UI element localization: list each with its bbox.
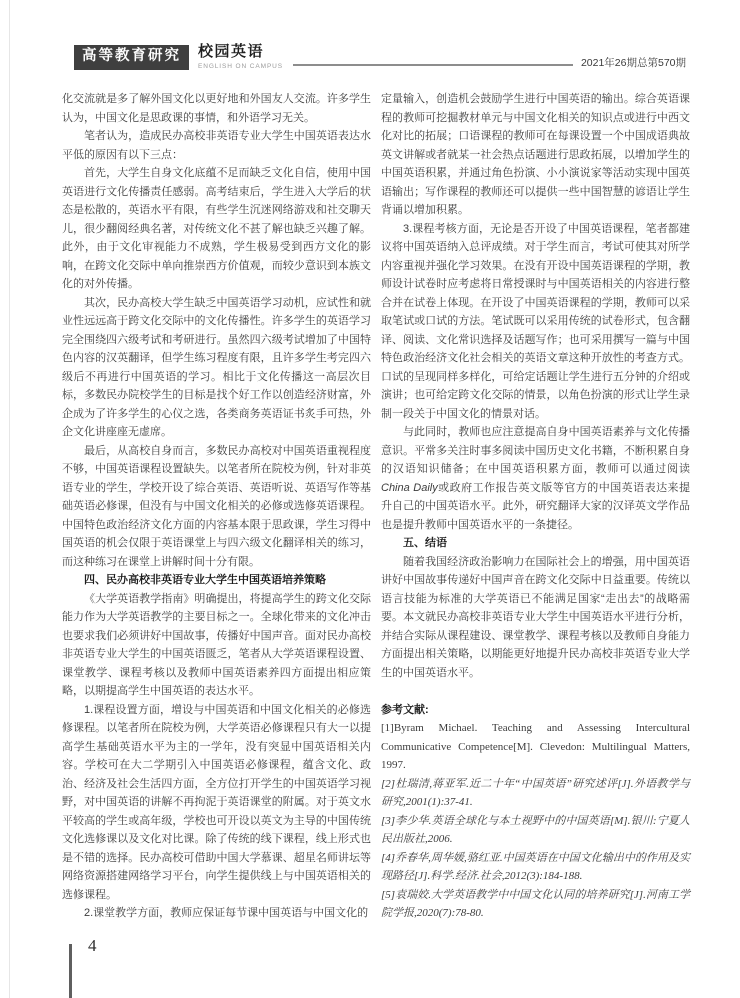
reference-item: [5]袁瑞姣.大学英语教学中中国文化认同的培养研究[J].河南工学院学报,2020(7):78-80. [381,888,690,919]
section-heading: 四、民办高校非英语专业大学生中国英语培养策略 [84,574,326,586]
paragraph: 最后，从高校自身而言，多数民办高校对中国英语重视程度不够，中国英语课程设置缺失。以笔者所在院校为例，针对非英语专业的学生，学校开设了综合英语、英语听说、英语写作等基础英语必修课，但没有与中国文化相关的必修或选修英语课程。中国特色政治经济文化方面的内容基本限于思政课，学生习得中国英语的机会仅限于英语课堂上与四六级文化翻译相关的练习，而这种练习在课堂上讲解时间十分有限。 [62,444,371,568]
italic-phrase: China Daily [381,481,438,494]
reference-item: [2]杜瑞清,蒋亚军.近二十年“中国英语”研究述评[J].外语教学与研究,2001(1):37-41. [381,777,690,808]
paragraph: 《大学英语教学指南》明确提出，将提高学生的跨文化交际能力作为大学英语教学的主要目标之一。全球化带来的文化冲击也要求我们必须讲好中国故事，传播好中国声音。面对民办高校非英语专业大学生的中国英语匮乏，笔者从大学英语课程设置、课堂教学、课程考核以及教师中国英语素养四方面提出相应策略，以期提高学生中国英语的表达水平。 [62,592,371,697]
paragraph: 2.课堂教学方面，教师应保证每节课中国英语与中国文化的 [84,907,369,919]
page-edge-line [9,0,10,998]
paragraph [381,423,690,534]
reference-item: [3]李少华.英语全球化与本土视野中的中国英语[M].银川:宁夏人民出版社,2006. [381,814,690,845]
paragraph: 随着我国经济政治影响力在国际社会上的增强，用中国英语讲好中国故事传递好中国声音在跨文化交际中日益重要。传统以语言技能为标准的大学英语已不能满足国家“走出去”的战略需要。本文就民办高校非英语专业大学生中国英语水平进行分析，并结合实际从课程建设、课堂教学、课程考核以及教师自身能力方面提出相关策略，以期能更好地提升民办高校非英语专业大学生的中国英语水平。 [381,555,690,679]
journal-title: 校园英语 [198,43,265,60]
paragraph: 3.课程考核方面，无论是否开设了中国英语课程，笔者都建议将中国英语纳入总评成绩。对于学生而言，考试可使其对所学内容重视并强化学习效果。在没有开设中国英语课程的学期，教师设计试卷时应考虑将日常授课时与中国英语相关的内容进行整合并在试卷上体现。在开设了中国英语课程的学期，教师可以采取笔试或口试的方法。笔试既可以采用传统的试卷形式，包含翻译、阅读、文化常识选择及话题写作；也可采用撰写一篇与中国特色政治经济文化社会相关的英语文章这种开放性的考查方式。口试的呈现同样多样化，可给定话题让学生进行五分钟的介绍或演讲；也可给定跨文化交际的情景，以角色扮演的形式让学生录制一段关于中国文化的情景对话。 [381,222,690,420]
issue-info: 2021年26期总第570期 [580,56,686,69]
left-column [62,90,371,923]
section-heading: 五、结语 [403,537,447,549]
page-number: 4 [88,936,97,955]
paragraph: 其次，民办高校大学生缺乏中国英语学习动机，应试性和就业性远远高于跨文化交际中的文化传播性。许多学生的英语学习完全围绕四六级考试和考研进行。虽然四六级考试增加了中国特色内容的汉英翻译，但学生练习程度有限，且许多学生考完四六级后不再进行中国英语的学习。相比于文化传播这一高层次目标，多数民办院校学生的目标是找个好工作以创造经济财富，外企成为了许多学生的心仪之选，各类商务英语证书炙手可热，外企文化讲座座无虚席。 [62,296,371,438]
text-run: 或政府工作报告英文版等官方的中国英语表达来提升自己的中国英语水平。此外，研究翻译大家的汉译英文学作品也是提升教师中国英语水平的一条捷径。 [381,481,690,531]
header-rule [293,64,573,66]
journal-section-badge: 高等教育研究 [74,45,189,69]
reference-item: [4]乔春华,周华媛,骆红亚.中国英语在中国文化输出中的作用及实现路径[J].科学.经济.社会,2012(3):184-188. [381,851,690,882]
footer-bar [69,944,72,998]
right-column [381,90,690,923]
paragraph: 化交流就是多了解外国文化以更好地和外国友人交流。许多学生认为，中国文化是思政课的事情，和外语学习无关。 [62,93,371,124]
references-title: 参考文献: [381,703,429,716]
paragraph: 定量输入，创造机会鼓励学生进行中国英语的输出。综合英语课程的教师可挖掘教材单元与中国文化相关的知识点或进行中西文化对比的拓展；口语课程的教师可在每课设置一个中国成语典故英文讲解或者就某一社会热点话题进行思政拓展，以增加学生的中国英语积累，并通过角色扮演、小小演说家等活动实现中国英语输出；写作课程的教师还可以提供一些中国智慧的谚语让学生背诵以增加积累。 [381,93,690,216]
journal-subtitle: ENGLISH ON CAMPUS [198,62,284,70]
paragraph: 1.课程设置方面，增设与中国英语和中国文化相关的必修选修课程。以笔者所在院校为例，大学英语必修课程只有大一以提高学生基础英语水平为主的一学年，没有突显中国英语相关内容。学校可在大二学期引入中国英语必修课程，蕴含文化、政治、经济及社会生活四方面，全方位打开学生的中国英语学习视野，对中国英语的讲解不再拘泥于英语课堂的附属。对于英文水平较高的学生或高年级，学校也可开设以英文为主导的中国传统文化选修课以及文化对比课。除了传统的线下课程，线上形式也是不错的选择。民办高校可借助中国大学慕课、超星名师讲坛等网络资源搭建网络学习平台，向学生提供线上与中国英语相关的选修课程。 [62,703,371,901]
paragraph: 首先，大学生自身文化底蕴不足而缺乏文化自信，使用中国英语进行文化传播责任感弱。高考结束后，学生进入大学后的状态是松散的，英语水平有限，有些学生沉迷网络游戏和社交聊天儿，很少翻阅经典名著，对传统文化不甚了解也缺乏兴趣了解。此外，由于文化审视能力不成熟，学生极易受到西方文化的影响，在跨文化交际中单向推崇西方价值观，而较少意识到本族文化的对外传播。 [62,167,371,290]
page-header [74,44,686,70]
paragraph: 笔者认为，造成民办高校非英语专业大学生中国英语表达水平低的原因有以下三点： [62,130,371,161]
journal-title-block [198,44,283,70]
text-run: 与此同时，教师也应注意提高自身中国英语素养与文化传播意识。平常多关注时事多阅读中国历史文化书籍，不断积累自身的汉语知识储备；在中国英语积累方面，教师可以通过阅读 [381,426,690,475]
reference-item: [1]Byram Michael. Teaching and Assessing Intercultural Communicative Competence[M]. Clevedon: Multilingual Matters, 1997. [381,722,690,771]
article-body [62,90,690,923]
